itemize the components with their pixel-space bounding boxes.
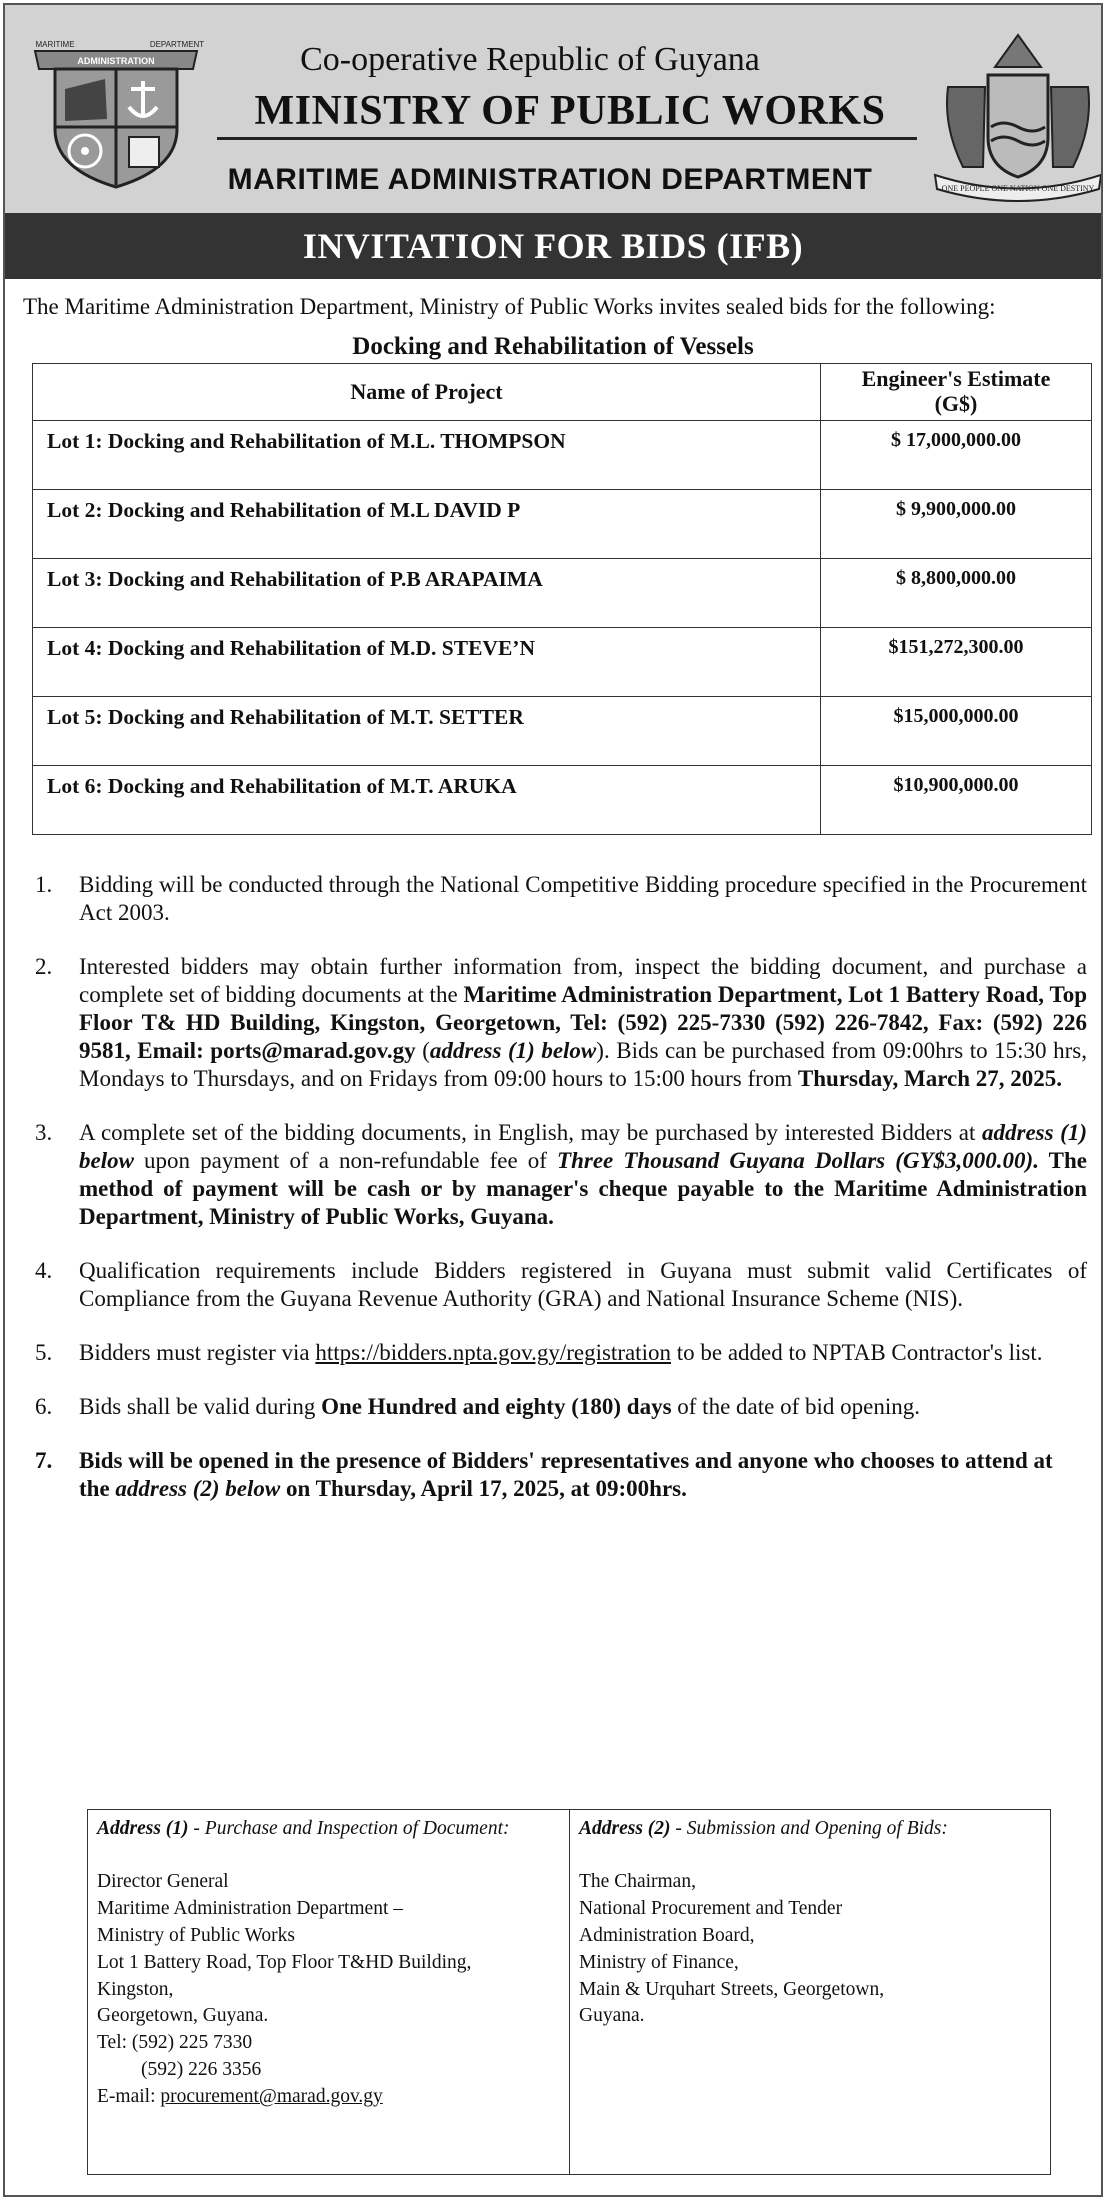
lots-table xyxy=(32,363,1092,835)
item-text: Bids will be opened in the presence of Bidders' representatives and anyone who chooses to attend at the address (2) below on Thursday, April 17, 2025, at 09:00hrs. xyxy=(79,1448,1053,1502)
table-row xyxy=(33,696,1092,765)
project-cell: Lot 3: Docking and Rehabilitation of P.B ARAPAIMA xyxy=(33,558,821,627)
fee-amount: Three Thousand Guyana Dollars (GY$3,000.00). xyxy=(557,1147,1039,1173)
address-line: Main & Urquhart Streets, Georgetown, xyxy=(579,1978,885,2000)
item-number: 6. xyxy=(35,1394,53,1420)
table-row xyxy=(33,627,1092,696)
estimate-cell: $ 8,800,000.00 xyxy=(821,558,1092,627)
address-line: Ministry of Finance, xyxy=(579,1951,739,1973)
address-ref: address (2) below xyxy=(115,1476,281,1502)
department-name: MARITIME ADMINISTRATION DEPARTMENT xyxy=(227,163,873,196)
table-header-row xyxy=(33,363,1092,420)
item-text: Bidders must register via https://bidders.npta.gov.gy/registration to be added to NPTAB Contractor's list. xyxy=(79,1340,1043,1366)
logo-left-text: MARITIME xyxy=(35,40,75,49)
phone-line: (592) 226 3356 xyxy=(141,2059,262,2081)
address-2 xyxy=(569,1810,1050,2174)
item-text: Qualification requirements include Bidders registered in Guyana must submit valid Certificates of Compliance from the Guyana Revenue Authority (GRA) and National Insurance Scheme (NIS). xyxy=(79,1258,1087,1312)
item-number: 5. xyxy=(35,1340,53,1366)
ifb-notice xyxy=(3,3,1103,2197)
item-text: A complete set of the bidding documents, in English, may be purchased by interested Bidders at address (1) below upon payment of a non-refundable fee of Three Thousand Guyana Dollars (GY$3,000.00). The method of payment will be cash or by manager's cheque payable to the Maritime Administration Department, Ministry of Public Works, Guyana. xyxy=(79,1119,1087,1230)
estimate-cell: $ 9,900,000.00 xyxy=(821,489,1092,558)
address-line: National Procurement and Tender xyxy=(579,1897,843,1919)
item-number: 3. xyxy=(35,1119,53,1145)
crest-motto: ONE PEOPLE ONE NATION ONE DESTINY xyxy=(941,184,1095,193)
logo-right-text: DEPARTMENT xyxy=(149,40,205,49)
address-ref: address (1) below xyxy=(79,1119,1087,1173)
project-cell: Lot 5: Docking and Rehabilitation of M.T. SETTER xyxy=(33,696,821,765)
list-item xyxy=(35,1257,1087,1313)
ifb-banner: INVITATION FOR BIDS (IFB) xyxy=(5,213,1101,279)
email-line: E-mail: procurement@marad.gov.gy xyxy=(97,2086,383,2108)
list-item xyxy=(35,871,1087,927)
item-text: Bids shall be valid during One Hundred and eighty (180) days of the date of bid opening. xyxy=(79,1394,920,1420)
address-ref: address (1) below xyxy=(429,1037,597,1063)
email-link[interactable]: procurement@marad.gov.gy xyxy=(160,2086,383,2108)
address-line: Maritime Administration Department – xyxy=(97,1897,403,1919)
address-1 xyxy=(88,1810,569,2174)
address-2-heading: Address (2) - Submission and Opening of Bids: xyxy=(579,1818,948,1839)
country-name: Co-operative Republic of Guyana xyxy=(300,41,760,78)
payment-method: The method of payment will be cash or by manager's cheque payable to the Maritime Administration Department, Ministry of Public Works, Guyana. xyxy=(79,1147,1087,1230)
coat-of-arms-icon xyxy=(933,27,1103,209)
conditions-list xyxy=(5,871,1101,1504)
logo-banner-text: ADMINISTRATION xyxy=(77,56,155,66)
item-number: 7. xyxy=(35,1448,53,1474)
purchase-address-bold: Maritime Administration Department, Lot 1 Battery Road, Top Floor T& HD Building, Kingston, Georgetown, Tel: (592) 225-7330 (592) 226-7842, Fax: (592) 226 9581, Email: ports@marad.gov.gy xyxy=(79,981,1087,1063)
estimate-header-line1: Engineer's Estimate xyxy=(861,366,1051,392)
item-text: Interested bidders may obtain further information from, inspect the bidding document, and purchase a complete set of bidding documents at the Maritime Administration Department, Lot 1 Battery Road, Top Floor T& HD Building, Kingston, Georgetown, Tel: (592) 225-7330 (592) 226-7842, Fax: (592) 226 9581, Email: ports@marad.gov.gy (address (1) below). Bids can be purchased from 09:00hrs to 15:30 hrs, Mondays to Thursdays, and on Fridays from 09:00 hours to 15:00 hours from Thursday, March 27, 2025. xyxy=(79,953,1087,1091)
table-row xyxy=(33,489,1092,558)
estimate-cell: $15,000,000.00 xyxy=(821,696,1092,765)
table-title: Docking and Rehabilitation of Vessels xyxy=(352,332,754,360)
project-cell: Lot 2: Docking and Rehabilitation of M.L DAVID P xyxy=(33,489,821,558)
project-cell: Lot 4: Docking and Rehabilitation of M.D. STEVE’N xyxy=(33,627,821,696)
item-number: 4. xyxy=(35,1258,53,1284)
estimate-cell: $ 17,000,000.00 xyxy=(821,420,1092,489)
list-item xyxy=(35,1119,1087,1231)
estimate-cell: $10,900,000.00 xyxy=(821,765,1092,834)
ministry-name: MINISTRY OF PUBLIC WORKS xyxy=(254,88,886,134)
address-line: Guyana. xyxy=(579,2005,645,2027)
address-line: The Chairman, xyxy=(579,1870,696,1892)
column-header-project: Name of Project xyxy=(33,363,821,420)
address-box xyxy=(87,1809,1051,2175)
table-row xyxy=(33,558,1092,627)
project-cell: Lot 1: Docking and Rehabilitation of M.L. THOMPSON xyxy=(33,420,821,489)
address-line: Administration Board, xyxy=(579,1924,755,1946)
registration-link[interactable]: https://bidders.npta.gov.gy/registration xyxy=(315,1340,671,1366)
validity-period: One Hundred and eighty (180) days xyxy=(321,1394,672,1420)
estimate-header-line2: (G$) xyxy=(934,390,978,416)
address-1-heading: Address (1) - Purchase and Inspection of Document: xyxy=(97,1818,510,1839)
address-line: Director General xyxy=(97,1870,229,1892)
estimate-cell: $151,272,300.00 xyxy=(821,627,1092,696)
address-line: Ministry of Public Works xyxy=(97,1924,295,1946)
list-item xyxy=(35,1339,1087,1367)
item-number: 2. xyxy=(35,953,53,979)
intro-paragraph: The Maritime Administration Department, Ministry of Public Works invites sealed bids for the following: xyxy=(23,294,996,319)
list-item xyxy=(35,1393,1087,1421)
item-text: Bidding will be conducted through the National Competitive Bidding procedure specified in the Procurement Act 2003. xyxy=(79,871,1087,925)
address-line: Georgetown, Guyana. xyxy=(97,2005,269,2027)
header-divider xyxy=(217,137,917,140)
list-item xyxy=(35,953,1087,1093)
table-row xyxy=(33,420,1092,489)
phone-line: Tel: (592) 225 7330 xyxy=(97,2032,253,2054)
item-number: 1. xyxy=(35,871,53,897)
address-line: Kingston, xyxy=(97,1978,174,2000)
list-item xyxy=(35,1447,1087,1503)
start-date: Thursday, March 27, 2025. xyxy=(797,1065,1063,1091)
address-line: Lot 1 Battery Road, Top Floor T&HD Building, xyxy=(97,1951,472,1973)
header xyxy=(5,5,1101,213)
project-cell: Lot 6: Docking and Rehabilitation of M.T. ARUKA xyxy=(33,765,821,834)
column-header-estimate xyxy=(821,363,1092,420)
table-row xyxy=(33,765,1092,834)
